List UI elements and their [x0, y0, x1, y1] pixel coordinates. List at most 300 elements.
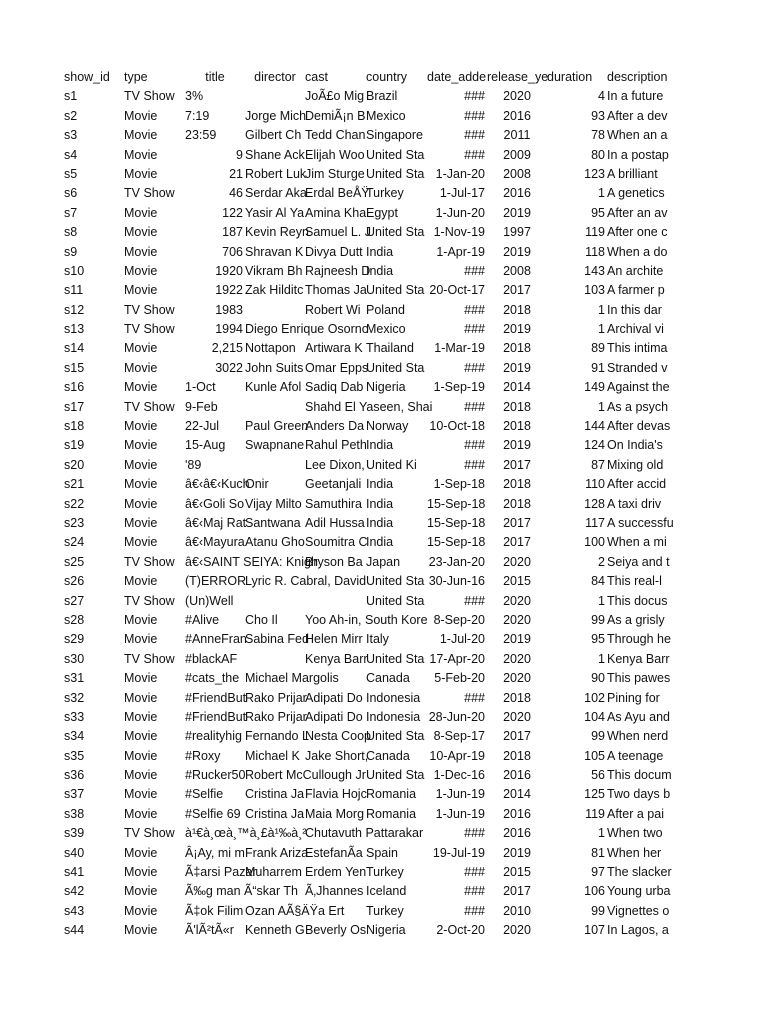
cell-description[interactable]: In this dar [607, 302, 662, 317]
cell-description[interactable]: When a mi [607, 535, 667, 550]
cell-director[interactable] [245, 592, 305, 611]
cell-director[interactable] [245, 398, 305, 417]
cell-type[interactable]: TV Show [124, 322, 175, 337]
cell-title[interactable]: à¹€à¸œà¸™à¸£à¹‰à¸² [185, 826, 307, 841]
cell-cast[interactable]: DemiÃ¡n B [305, 108, 366, 123]
cell-title[interactable]: â€‹Maj Rat [185, 515, 247, 530]
cell-release-year[interactable]: 2016 [503, 768, 531, 783]
cell-title[interactable]: '89 [185, 457, 202, 472]
cell-title[interactable]: 21 [229, 166, 243, 181]
cell-description[interactable]: In a future [607, 89, 664, 104]
cell-show-id[interactable]: s38 [64, 806, 85, 821]
cell-release-year[interactable]: 2018 [503, 341, 531, 356]
cell-show-id[interactable]: s9 [64, 244, 78, 259]
cell-type[interactable]: Movie [124, 884, 158, 899]
cell-release-year[interactable]: 2008 [503, 166, 531, 181]
cell-duration[interactable]: 91 [591, 360, 605, 375]
cell-description[interactable]: When her [607, 845, 662, 860]
cell-country[interactable]: Iceland [366, 884, 407, 899]
cell-show-id[interactable]: s26 [64, 574, 85, 589]
cell-show-id[interactable]: s17 [64, 399, 85, 414]
cell-duration[interactable]: 84 [591, 574, 605, 589]
cell-type[interactable]: TV Show [124, 651, 175, 666]
cell-cast[interactable]: Divya Dutt [305, 244, 363, 259]
cell-country[interactable]: United Sta [366, 360, 425, 375]
cell-type[interactable]: Movie [124, 360, 158, 375]
cell-date-added[interactable]: 28-Jun-20 [428, 709, 485, 724]
cell-title[interactable]: #Alive [185, 612, 220, 627]
cell-date-added[interactable]: 1-Jan-20 [435, 166, 485, 181]
cell-description[interactable]: After an av [607, 205, 668, 220]
cell-director[interactable]: Cristina Ja [245, 806, 305, 821]
cell-director[interactable]: Muharrem [245, 865, 302, 880]
cell-release-year[interactable]: 2016 [503, 826, 531, 841]
cell-release-year[interactable]: 2019 [503, 438, 531, 453]
cell-country[interactable]: United Sta [366, 768, 425, 783]
cell-duration[interactable]: 99 [591, 612, 605, 627]
cell-release-year[interactable]: 2015 [503, 574, 531, 589]
cell-director[interactable]: Vijay Milto [245, 496, 302, 511]
cell-release-year[interactable]: 2016 [503, 108, 531, 123]
cell-release-year[interactable]: 2020 [503, 671, 531, 686]
cell-title[interactable]: #Selfie [185, 787, 224, 802]
cell-show-id[interactable]: s11 [64, 283, 84, 298]
cell-director[interactable]: Paul Green [245, 419, 309, 434]
cell-title[interactable]: 15-Aug [185, 438, 226, 453]
cell-description[interactable]: After accid [607, 477, 667, 492]
cell-release-year[interactable]: 2016 [503, 806, 531, 821]
cell-director[interactable]: Ozan AÃ§ÄŸa Ert [245, 903, 345, 918]
cell-description[interactable]: A successfu [607, 515, 674, 530]
header-date-added[interactable]: date_adde [427, 70, 487, 84]
cell-duration[interactable]: 118 [585, 244, 605, 259]
cell-type[interactable]: Movie [124, 438, 158, 453]
cell-director[interactable]: Robert McCullough Jr [245, 768, 366, 783]
cell-type[interactable]: Movie [124, 612, 158, 627]
cell-description[interactable]: This docus [607, 593, 668, 608]
cell-country[interactable]: India [366, 535, 394, 550]
cell-description[interactable]: A brilliant [607, 166, 658, 181]
cell-duration[interactable]: 143 [584, 263, 605, 278]
cell-show-id[interactable]: s31 [64, 671, 85, 686]
cell-description[interactable]: After a dev [607, 108, 668, 123]
cell-title[interactable]: 1-Oct [185, 380, 216, 395]
cell-description[interactable]: Young urba [607, 884, 671, 899]
cell-director[interactable]: Yasir Al Ya [245, 205, 305, 220]
cell-country[interactable]: India [366, 496, 394, 511]
cell-description[interactable]: When an a [607, 128, 668, 143]
header-country[interactable]: country [366, 70, 407, 84]
cell-duration[interactable]: 97 [591, 865, 605, 880]
cell-director[interactable]: Michael K [245, 748, 300, 763]
cell-release-year[interactable]: 2015 [503, 865, 531, 880]
cell-description[interactable]: Pining for [607, 690, 660, 705]
cell-show-id[interactable]: s10 [64, 263, 85, 278]
cell-date-added[interactable]: ### [464, 690, 485, 705]
cell-date-added[interactable]: 1-Nov-19 [433, 225, 485, 240]
cell-duration[interactable]: 93 [591, 108, 605, 123]
cell-release-year[interactable]: 2008 [503, 263, 531, 278]
cell-type[interactable]: TV Show [124, 186, 175, 201]
cell-cast[interactable]: Ã‚Jhannes [305, 884, 364, 899]
cell-show-id[interactable]: s25 [64, 554, 85, 569]
cell-duration[interactable]: 107 [584, 923, 605, 938]
header-type[interactable]: type [124, 70, 148, 84]
cell-cast[interactable]: JoÃ£o Mig [305, 89, 365, 104]
cell-show-id[interactable]: s3 [64, 128, 78, 143]
cell-release-year[interactable]: 2017 [503, 884, 531, 899]
cell-director[interactable]: Shravan K [245, 244, 304, 259]
cell-director[interactable] [245, 456, 305, 475]
cell-cast[interactable]: Kenya Barr [305, 651, 368, 666]
cell-country[interactable]: Turkey [366, 186, 404, 201]
cell-title[interactable]: #blackAF [185, 651, 238, 666]
cell-cast[interactable]: Sadiq Dab [305, 380, 364, 395]
cell-date-added[interactable]: 19-Jul-19 [432, 845, 485, 860]
cell-cast[interactable]: Geetanjali [305, 477, 362, 492]
cell-date-added[interactable]: ### [464, 457, 485, 472]
cell-duration[interactable]: 119 [585, 225, 605, 240]
cell-director[interactable]: Rako Prijar [245, 709, 307, 724]
cell-date-added[interactable]: ### [464, 128, 485, 143]
cell-type[interactable]: Movie [124, 205, 158, 220]
cell-director[interactable]: Vikram Bh [245, 263, 303, 278]
cell-date-added[interactable]: 15-Sep-18 [427, 515, 486, 530]
cell-title[interactable]: â€‹â€‹Kuch [185, 477, 250, 492]
cell-cast[interactable]: Rajneesh D [305, 263, 371, 278]
cell-description[interactable]: Two days b [607, 787, 671, 802]
cell-type[interactable]: Movie [124, 341, 158, 356]
cell-release-year[interactable]: 2018 [503, 302, 531, 317]
cell-duration[interactable]: 90 [591, 671, 605, 686]
cell-type[interactable]: Movie [124, 283, 158, 298]
cell-title[interactable]: 1922 [215, 283, 243, 298]
header-title[interactable]: title [205, 70, 225, 84]
cell-title[interactable]: #Selfie 69 [185, 806, 241, 821]
cell-show-id[interactable]: s35 [64, 748, 85, 763]
cell-title[interactable]: â€‹SAINT SEIYA: Knigh [185, 554, 318, 569]
cell-release-year[interactable]: 1997 [503, 225, 531, 240]
cell-cast[interactable]: Anders Da [305, 419, 365, 434]
cell-title[interactable]: 1983 [215, 302, 243, 317]
cell-release-year[interactable]: 2019 [503, 360, 531, 375]
header-release-year[interactable]: release_ye [487, 70, 549, 84]
cell-date-added[interactable]: 5-Feb-20 [434, 671, 485, 686]
cell-type[interactable]: Movie [124, 515, 158, 530]
cell-title[interactable]: 23:59 [185, 128, 217, 143]
cell-date-added[interactable]: 1-Jun-19 [435, 787, 485, 802]
cell-director[interactable]: John Suits [245, 360, 304, 375]
cell-title[interactable]: 187 [222, 225, 243, 240]
cell-cast[interactable]: Yoo Ah-in, South Kore [305, 612, 428, 627]
cell-director[interactable]: Nottapon [245, 341, 296, 356]
cell-date-added[interactable]: ### [464, 903, 485, 918]
cell-duration[interactable]: 106 [584, 884, 605, 899]
cell-type[interactable]: Movie [124, 768, 158, 783]
cell-show-id[interactable]: s42 [64, 884, 85, 899]
cell-date-added[interactable]: ### [464, 322, 485, 337]
cell-director[interactable]: Onir [245, 477, 269, 492]
cell-cast[interactable]: Samuel L. J [305, 225, 372, 240]
cell-duration[interactable]: 1 [598, 302, 605, 317]
cell-title[interactable]: #cats_the [185, 671, 240, 686]
cell-description[interactable]: On India's [607, 438, 663, 453]
cell-release-year[interactable]: 2019 [503, 845, 531, 860]
cell-country[interactable]: Japan [366, 554, 401, 569]
cell-release-year[interactable]: 2019 [503, 205, 531, 220]
cell-director[interactable]: Lyric R. Cabral, David [245, 574, 367, 589]
cell-type[interactable]: TV Show [124, 554, 175, 569]
cell-description[interactable]: As Ayu and [607, 709, 671, 724]
cell-title[interactable]: 3022 [215, 360, 243, 375]
cell-director[interactable]: Gilbert Ch [245, 128, 302, 143]
cell-duration[interactable]: 110 [585, 477, 605, 492]
cell-director[interactable]: Diego Enrique Osorno [245, 322, 369, 337]
cell-duration[interactable]: 104 [584, 709, 605, 724]
cell-country[interactable]: Romania [366, 806, 417, 821]
cell-country[interactable]: United Sta [366, 651, 425, 666]
cell-description[interactable]: An archite [607, 263, 664, 278]
cell-show-id[interactable]: s16 [64, 380, 85, 395]
cell-date-added[interactable]: ### [464, 884, 485, 899]
cell-country[interactable]: Canada [366, 748, 410, 763]
cell-type[interactable]: Movie [124, 166, 158, 181]
cell-duration[interactable]: 4 [598, 89, 605, 104]
cell-country[interactable]: Nigeria [366, 380, 406, 395]
cell-show-id[interactable]: s43 [64, 903, 85, 918]
cell-date-added[interactable]: 8-Sep-20 [433, 612, 485, 627]
cell-description[interactable]: A genetics [607, 186, 665, 201]
cell-country[interactable]: Egypt [366, 205, 398, 220]
cell-cast[interactable]: Erdem Yen [305, 865, 367, 880]
cell-title[interactable]: #FriendBut [185, 709, 247, 724]
cell-type[interactable]: TV Show [124, 593, 175, 608]
cell-title[interactable]: (T)ERROR [185, 574, 247, 589]
cell-show-id[interactable]: s8 [64, 225, 78, 240]
cell-director[interactable]: Cristina Ja [245, 787, 305, 802]
cell-type[interactable]: Movie [124, 865, 158, 880]
cell-date-added[interactable]: 1-Jun-19 [435, 806, 485, 821]
cell-director[interactable]: Zak Hilditc [245, 283, 304, 298]
cell-show-id[interactable]: s32 [64, 690, 85, 705]
cell-type[interactable]: Movie [124, 903, 158, 918]
cell-title[interactable]: 1994 [215, 322, 243, 337]
cell-duration[interactable]: 1 [598, 399, 605, 414]
cell-description[interactable]: This docum [607, 768, 672, 783]
cell-date-added[interactable]: 10-Apr-19 [429, 748, 485, 763]
cell-duration[interactable]: 1 [598, 826, 605, 841]
cell-date-added[interactable]: 1-Dec-16 [433, 768, 485, 783]
cell-duration[interactable]: 103 [584, 283, 605, 298]
cell-director[interactable]: Michael Margolis [245, 671, 339, 686]
cell-description[interactable]: Seiya and t [607, 554, 670, 569]
cell-duration[interactable]: 1 [598, 186, 605, 201]
cell-duration[interactable]: 78 [591, 128, 605, 143]
cell-description[interactable]: Through he [607, 632, 671, 647]
cell-country[interactable]: India [366, 477, 394, 492]
cell-cast[interactable]: Adipati Do [305, 709, 363, 724]
cell-type[interactable]: Movie [124, 147, 158, 162]
cell-duration[interactable]: 95 [591, 205, 605, 220]
cell-show-id[interactable]: s29 [64, 632, 85, 647]
cell-description[interactable]: Archival vi [607, 322, 664, 337]
cell-release-year[interactable]: 2010 [503, 903, 531, 918]
cell-date-added[interactable]: ### [464, 593, 485, 608]
cell-title[interactable]: â€‹Mayura [185, 535, 245, 550]
cell-cast[interactable]: Elijah Woo [305, 147, 365, 162]
cell-show-id[interactable]: s1 [64, 89, 78, 104]
cell-date-added[interactable]: 20-Oct-17 [429, 283, 485, 298]
cell-title[interactable]: #AnneFran [185, 632, 247, 647]
cell-title[interactable]: Ã'lÃ²tÃ«r [185, 923, 234, 938]
cell-director[interactable]: Santwana [245, 515, 301, 530]
cell-date-added[interactable]: 15-Sep-18 [427, 496, 486, 511]
cell-show-id[interactable]: s13 [64, 322, 85, 337]
cell-release-year[interactable]: 2018 [503, 690, 531, 705]
cell-director[interactable]: Frank Ariza [245, 845, 309, 860]
cell-director[interactable] [245, 650, 305, 669]
cell-title[interactable]: 2,215 [211, 341, 243, 356]
cell-show-id[interactable]: s20 [64, 457, 85, 472]
cell-show-id[interactable]: s6 [64, 186, 78, 201]
cell-title[interactable]: 122 [222, 205, 243, 220]
cell-director[interactable]: Rako Prijar [245, 690, 307, 705]
cell-duration[interactable]: 1 [598, 651, 605, 666]
cell-type[interactable]: Movie [124, 457, 158, 472]
cell-title[interactable]: Ã‡arsi Pazar [185, 865, 257, 880]
cell-duration[interactable]: 99 [591, 729, 605, 744]
cell-duration[interactable]: 1 [598, 322, 605, 337]
cell-cast[interactable]: Tedd Chan [305, 128, 366, 143]
cell-country[interactable]: Indonesia [366, 690, 421, 705]
cell-duration[interactable]: 95 [591, 632, 605, 647]
cell-show-id[interactable]: s24 [64, 535, 85, 550]
cell-cast[interactable]: Samuthira [305, 496, 362, 511]
cell-date-added[interactable]: 30-Jun-16 [428, 574, 485, 589]
cell-show-id[interactable]: s40 [64, 845, 85, 860]
cell-country[interactable]: Turkey [366, 903, 404, 918]
cell-description[interactable]: Stranded v [607, 360, 668, 375]
cell-date-added[interactable]: 1-Jul-17 [439, 186, 485, 201]
cell-show-id[interactable]: s34 [64, 729, 85, 744]
cell-release-year[interactable]: 2020 [503, 554, 531, 569]
cell-type[interactable]: Movie [124, 244, 158, 259]
cell-duration[interactable]: 2 [598, 554, 605, 569]
cell-type[interactable]: Movie [124, 787, 158, 802]
cell-date-added[interactable]: 10-Oct-18 [429, 419, 485, 434]
cell-cast[interactable]: EstefanÃa [305, 845, 363, 860]
cell-type[interactable]: Movie [124, 225, 158, 240]
cell-country[interactable]: United Sta [366, 225, 425, 240]
cell-date-added[interactable]: 1-Mar-19 [434, 341, 485, 356]
cell-title[interactable]: 22-Jul [185, 419, 220, 434]
cell-country[interactable]: Romania [366, 787, 417, 802]
cell-show-id[interactable]: s27 [64, 593, 85, 608]
cell-cast[interactable]: Artiwara K [305, 341, 363, 356]
cell-director[interactable]: Atanu Gho [245, 535, 305, 550]
cell-date-added[interactable]: 1-Sep-19 [433, 380, 485, 395]
cell-country[interactable]: United Ki [366, 457, 417, 472]
cell-type[interactable]: Movie [124, 419, 158, 434]
cell-title[interactable]: Ã‡ok Filim [185, 903, 244, 918]
cell-country[interactable]: Turkey [366, 865, 404, 880]
cell-country[interactable]: Norway [366, 419, 409, 434]
cell-date-added[interactable]: ### [464, 108, 485, 123]
cell-date-added[interactable]: ### [464, 399, 485, 414]
cell-cast[interactable]: Lee Dixon, [305, 457, 365, 472]
cell-date-added[interactable]: 1-Sep-18 [433, 477, 485, 492]
cell-show-id[interactable]: s39 [64, 826, 85, 841]
cell-release-year[interactable]: 2016 [503, 186, 531, 201]
cell-director[interactable]: Jorge Mich [245, 108, 307, 123]
cell-release-year[interactable]: 2017 [503, 535, 531, 550]
cell-cast[interactable]: Chutavuth Pattarakar [305, 826, 424, 841]
cell-release-year[interactable]: 2019 [503, 632, 531, 647]
cell-date-added[interactable]: ### [464, 89, 485, 104]
cell-type[interactable]: TV Show [124, 302, 175, 317]
cell-description[interactable]: This pawes [607, 671, 671, 686]
cell-show-id[interactable]: s2 [64, 108, 78, 123]
cell-description[interactable]: In Lagos, a [607, 923, 669, 938]
cell-show-id[interactable]: s30 [64, 651, 85, 666]
cell-duration[interactable]: 1 [598, 593, 605, 608]
cell-duration[interactable]: 119 [585, 806, 605, 821]
cell-director[interactable] [245, 301, 305, 320]
cell-cast[interactable]: Omar Epps [305, 360, 369, 375]
cell-cast[interactable]: Adil Hussa [305, 515, 365, 530]
cell-type[interactable]: TV Show [124, 399, 175, 414]
cell-show-id[interactable]: s19 [64, 438, 85, 453]
header-show-id[interactable]: show_id [64, 70, 110, 84]
cell-country[interactable]: United Sta [366, 593, 425, 608]
header-description[interactable]: description [607, 70, 668, 84]
cell-description[interactable]: After one c [607, 225, 668, 240]
cell-country[interactable]: United Sta [366, 166, 425, 181]
cell-type[interactable]: Movie [124, 632, 158, 647]
cell-description[interactable]: After a pai [607, 806, 664, 821]
cell-show-id[interactable]: s15 [64, 360, 85, 375]
cell-director[interactable]: Robert Luk [245, 166, 307, 181]
cell-director[interactable] [245, 87, 305, 106]
cell-type[interactable]: Movie [124, 748, 158, 763]
cell-release-year[interactable]: 2018 [503, 399, 531, 414]
cell-cast[interactable]: Shahd El Yaseen, Shai [305, 399, 433, 414]
cell-description[interactable]: A teenage [607, 748, 664, 763]
cell-country[interactable]: Mexico [366, 322, 406, 337]
cell-duration[interactable]: 128 [584, 496, 605, 511]
cell-release-year[interactable]: 2018 [503, 419, 531, 434]
cell-type[interactable]: Movie [124, 690, 158, 705]
cell-director[interactable]: Swapnane [245, 438, 305, 453]
cell-country[interactable]: United Sta [366, 147, 425, 162]
cell-release-year[interactable]: 2020 [503, 651, 531, 666]
cell-show-id[interactable]: s14 [64, 341, 85, 356]
cell-type[interactable]: Movie [124, 263, 158, 278]
cell-description[interactable]: As a psych [607, 399, 669, 414]
cell-release-year[interactable]: 2014 [503, 787, 531, 802]
cell-cast[interactable]: Flavia Hojc [305, 787, 367, 802]
cell-release-year[interactable]: 2009 [503, 147, 531, 162]
cell-cast[interactable]: Rahul Peth [305, 438, 367, 453]
cell-country[interactable]: Italy [366, 632, 389, 647]
cell-director[interactable]: Cho Il [245, 612, 278, 627]
cell-release-year[interactable]: 2020 [503, 709, 531, 724]
cell-show-id[interactable]: s44 [64, 923, 85, 938]
cell-duration[interactable]: 123 [584, 166, 605, 181]
cell-type[interactable]: TV Show [124, 826, 175, 841]
cell-country[interactable]: Spain [366, 845, 398, 860]
cell-director[interactable]: Fernando L [245, 729, 309, 744]
